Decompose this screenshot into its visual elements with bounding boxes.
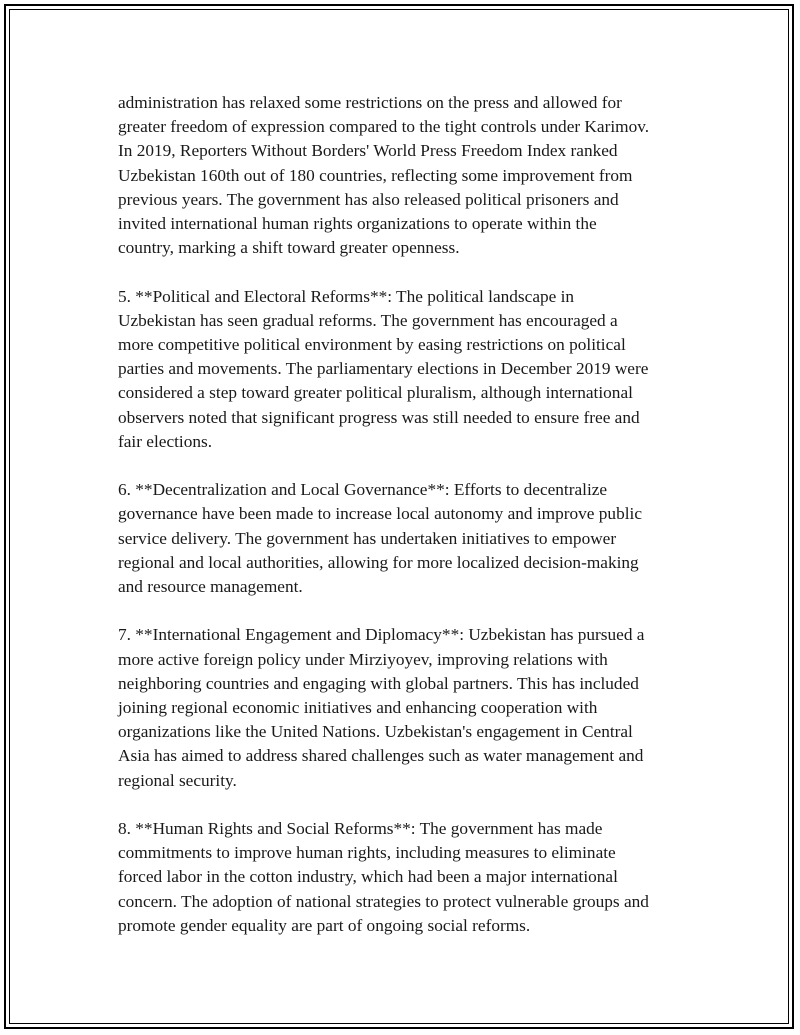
paragraph-human-rights: 8. **Human Rights and Social Reforms**: The government has made commitments to improve human rights, including measures to eliminate forced labor in the cotton industry, which had been a major international concern. The adoption of national strategies to protect vulnerable groups and promote gender equality are part of ongoing social reforms. (118, 819, 649, 935)
paragraph-international-engagement: 7. **International Engagement and Diplomacy**: Uzbekistan has pursued a more active foreign policy under Mirziyoyev, improving relations with neighboring countries and engaging with global partners. This has included joining regional economic initiatives and enhancing cooperation with organizations like the United Nations. Uzbekistan's engagement in Central Asia has aimed to address shared challenges such as water management and regional security. (118, 625, 645, 790)
paragraph-political-electoral-reforms: 5. **Political and Electoral Reforms**: The political landscape in Uzbekistan has seen gradual reforms. The government has encouraged a more competitive political environment by easing restrictions on political parties and movements. The parliamentary elections in December 2019 were considered a step toward greater political pluralism, although international observers noted that significant progress was still needed to ensure free and fair elections. (118, 286, 649, 451)
paragraph-press-freedom: administration has relaxed some restrictions on the press and allowed for greater freedom of expression compared to the tight controls under Karimov. In 2019, Reporters Without Borders' World Press Freedom Index ranked Uzbekistan 160th out of 180 countries, reflecting some improvement from previous years. The government has also released political prisoners and invited international human rights organizations to operate within the country, marking a shift toward greater openness. (118, 93, 650, 258)
document-body (118, 91, 698, 962)
paragraph-decentralization: 6. **Decentralization and Local Governance**: Efforts to decentralize governance have been made to increase local autonomy and improve public service delivery. The government has undertaken initiatives to empower regional and local authorities, allowing for more localized decision-making and resource management. (118, 480, 642, 597)
